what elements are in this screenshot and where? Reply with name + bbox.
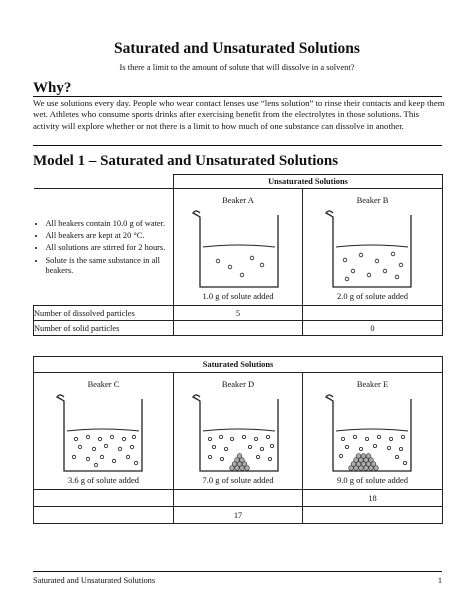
saturated-caption: Saturated Solutions <box>34 357 443 373</box>
solid-row-label: Number of solid particles <box>34 321 174 336</box>
beaker-b-icon <box>303 205 443 291</box>
blank-corner <box>34 175 174 189</box>
model-heading: Model 1 – Saturated and Unsaturated Solutions <box>33 153 339 169</box>
beaker-a-cell <box>174 189 303 306</box>
beaker-d-row1 <box>174 490 303 507</box>
page-title: Saturated and Unsaturated Solutions <box>114 40 360 57</box>
condition-item: • All beakers contain 10.0 g of water. <box>46 219 174 229</box>
unsaturated-table <box>33 174 443 336</box>
beaker-b-solute: 2.0 g of solute added <box>336 291 409 301</box>
beaker-d-row2: 17 <box>174 507 303 524</box>
beaker-d-cell <box>174 373 303 490</box>
why-heading: Why? <box>33 80 72 96</box>
page-number: 1 <box>437 576 442 585</box>
beaker-a-solute: 1.0 g of solute added <box>202 291 274 301</box>
beaker-b-dissolved <box>303 306 443 321</box>
footer-title: Saturated and Unsaturated Solutions <box>33 576 156 585</box>
condition-item: • Solute is the same substance in all beakers. <box>46 256 174 276</box>
beaker-c-cell <box>34 373 174 490</box>
beaker-b-solid: 0 <box>303 321 443 336</box>
beaker-e-row2 <box>303 507 443 524</box>
beaker-c-solute: 3.6 g of solute added <box>67 475 140 485</box>
beaker-b-cell <box>303 189 443 306</box>
condition-item: • All beakers are kept at 20 °C. <box>46 231 174 241</box>
beaker-a-dissolved: 5 <box>174 306 303 321</box>
beaker-c-label: Beaker C <box>87 379 120 389</box>
beaker-e-cell <box>303 373 443 490</box>
beaker-e-label: Beaker E <box>356 379 389 389</box>
beaker-a-solid <box>174 321 303 336</box>
beaker-d-solute: 7.0 g of solute added <box>202 475 274 485</box>
beaker-b-label: Beaker B <box>356 195 389 205</box>
conditions-cell <box>34 189 174 306</box>
beaker-e-row1: 18 <box>303 490 443 507</box>
beaker-c-row2 <box>34 507 174 524</box>
page-subtitle: Is there a limit to the amount of solute that will dissolve in a solvent? <box>119 62 355 72</box>
saturated-table <box>33 356 443 524</box>
dissolved-row-label: Number of dissolved particles <box>34 306 174 321</box>
condition-item: • All solutions are stirred for 2 hours. <box>46 243 174 253</box>
beaker-c-row1 <box>34 490 174 507</box>
beaker-e-solute: 9.0 g of solute added <box>336 475 409 485</box>
why-bottom-rule <box>33 145 442 146</box>
beaker-e-icon <box>303 389 443 475</box>
why-rule <box>33 96 442 97</box>
beaker-a-icon <box>174 205 303 291</box>
beaker-d-label: Beaker D <box>221 379 255 389</box>
conditions-list <box>34 219 174 276</box>
unsaturated-caption: Unsaturated Solutions <box>174 175 443 189</box>
beaker-a-label: Beaker A <box>222 195 254 205</box>
footer-rule <box>33 571 442 572</box>
beaker-d-icon <box>174 389 303 475</box>
why-paragraph: We use solutions every day. People who wear contact lenses use “lens solution” to rinse their contacts and keep them wet. Athletes who consume sports drinks after exercising benefit from the electrolytes in those solutions. This activity will explore whether or not there is a limit to how much of one substance can dissolve in another. <box>33 98 445 131</box>
beaker-c-icon <box>34 389 174 475</box>
